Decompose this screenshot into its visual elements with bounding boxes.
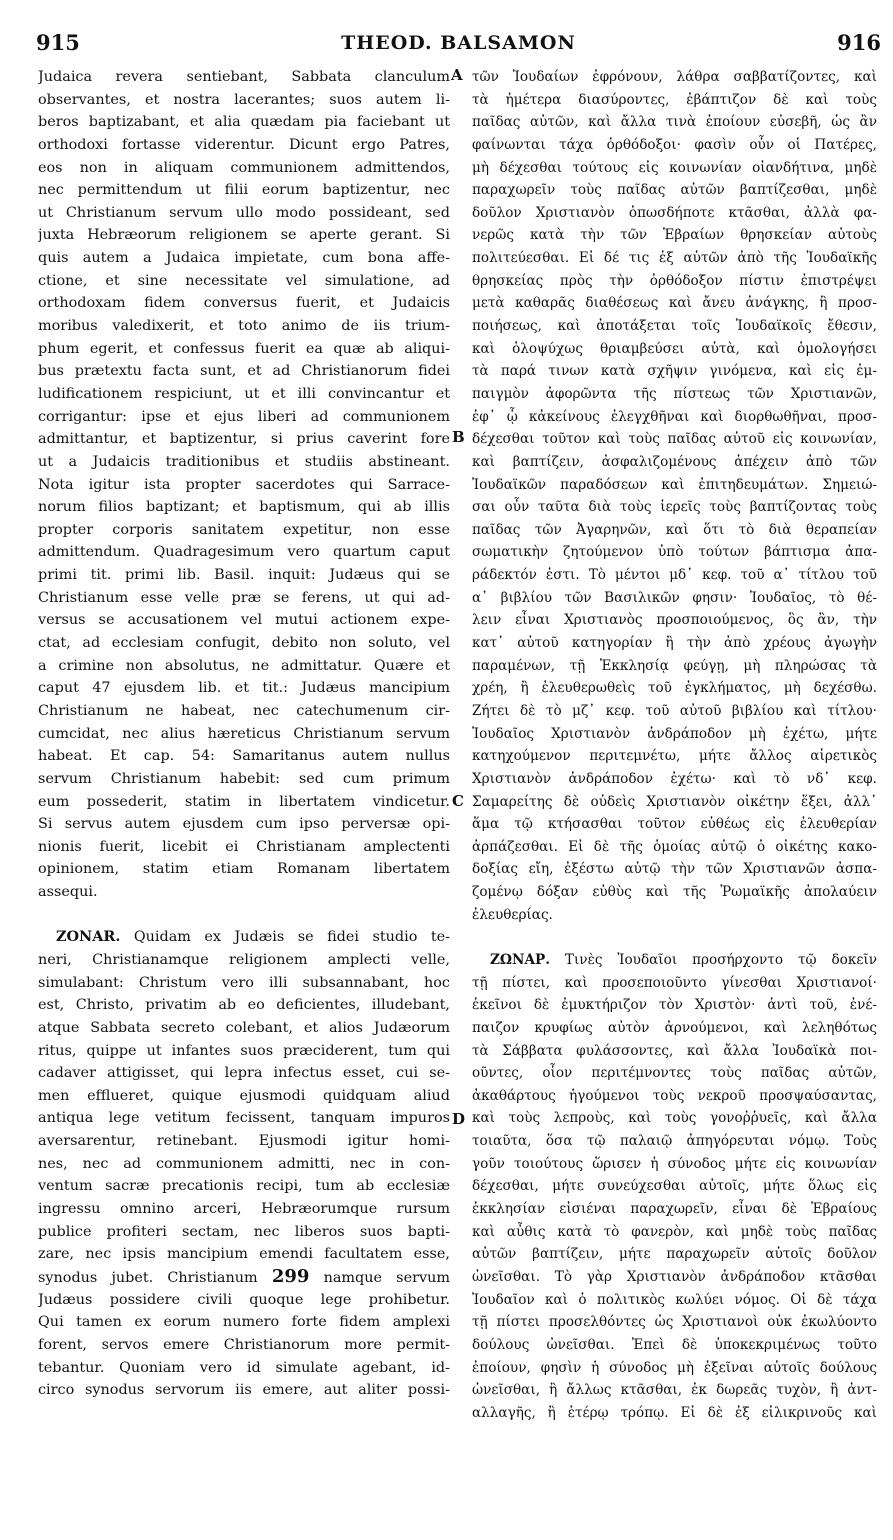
latin-text-line: eos non in aliquam communionem admittendos, [38,159,450,176]
greek-text-line: ἐποίουν, φησὶν ἡ σύνοδος μὴ ἐξεῖναι αὐτοῖς δούλους [472,1359,877,1376]
latin-text-line: neri, Christianamque religionem amplecti velle, [38,951,450,968]
running-title: THEOD. BALSAMON [341,32,576,54]
greek-text-line: Ἰουδαῖον καὶ ὁ πολιτικὸς κωλύει νόμος. Οἱ δὲ τάχα [472,1291,877,1308]
greek-text-line: λειν εἶναι Χριστιανὸς προσποιούμενος, ὃς ἂν, τὴν [472,612,877,629]
greek-text-line: κατ᾿ αὐτοῦ κατηγορίαν ἢ τὴν ἀπὸ χρέους ἀγωγὴν [472,635,877,652]
page-header [36,30,881,60]
greek-text-line: ἅμα τῷ κτήσασθαι τοῦτον εὐθέως εἰς ἐλευθερίαν [472,816,877,833]
margin-letter-b: B [452,428,465,446]
greek-text-line: παραχωρεῖν τοὺς παῖδας αὐτῶν βαπτίζεσθαι, μηδὲ [472,182,877,199]
greek-text-line: κατηχούμενον περιτεμνέτω, μήτε ἄλλος αἱρετικὸς [472,748,877,765]
latin-text-line: Christianum ne habeat, nec catechumenum cir- [38,702,450,719]
greek-text-line: Ἰουδαῖος Χριστιανὸν ἀνδράποδον μὴ ἐχέτω, μήτε [472,725,877,742]
latin-text-line: nionis fuerit, licebit ei Christianam amplectenti [38,838,450,855]
latin-text-line: opinionem, statim etiam Romanam libertatem [38,861,450,878]
latin-text-line: antiqua lege vetitum fecissent, tanquam impuros [38,1110,450,1127]
latin-text-line: Judæus possidere civili quoque lege prohibetur. [38,1291,450,1308]
greek-text-line: τὰ Σάββατα φυλάσσοντες, καὶ ἄλλα Ἰουδαϊκὰ ποι- [472,1042,877,1059]
latin-text-line: propter corporis sanitatem expetitur, non esse [38,521,450,538]
folio-number: 299 [271,1265,310,1287]
page-number-right: 916 [837,30,881,55]
latin-text-line: men efflueret, quique ejusmodi quidquam aliud [38,1087,450,1104]
greek-text-line: τῇ πίστει προσελθόντες ὡς Χριστιανοὶ οὐκ ἐκωλύοντο [472,1314,877,1331]
latin-paragraph-1 [38,66,450,904]
latin-text-line: versus se accusationem vel mutui actionem expe- [38,612,450,629]
latin-text-line: cumcidat, nec alius hæreticus Christianum servum [38,725,450,742]
latin-text-line: servum Christianum habebit: sed cum primum [38,770,450,787]
latin-text-line: nes, nec ad communionem admitti, nec in con- [38,1155,450,1172]
latin-text-line: ctat, ad ecclesiam confugit, debito non soluto, vel [38,635,450,652]
latin-text-line: ut Christianum servum ullo modo possideant, sed [38,204,450,221]
latin-text-line: ut a Judaicis traditionibus et studiis abstineant. [38,453,450,470]
latin-text-line: admittantur, et baptizentur, si prius caverint fore [38,431,450,448]
greek-text-line: ὠνεῖσθαι. Τὸ γὰρ Χριστιανὸν ἀνδράποδον κτᾶσθαι [472,1268,877,1285]
latin-zonar-first-text: Quidam ex Judæis se fidei studio te- [133,929,450,946]
greek-text-line: δοῦλον Χριστιανὸν ὁπωσδήποτε κτᾶσθαι, ἀλλὰ φα- [472,204,877,221]
greek-text-line: δέχεσθαι, μήτε συνεύχεσθαι αὐτοῖς, μήτε ὅλως εἰς [472,1178,877,1195]
latin-text-line: orthodoxi fortasse viderentur. Dicunt ergo Patres, [38,136,450,153]
margin-letter-c: C [452,792,464,810]
greek-text-line: παιζον κρυφίως αὐτὸν ἀρνούμενοι, καὶ λεληθότως [472,1019,877,1036]
greek-text-line: ἀκαθάρτους ἡγούμενοι τοὺς νεκροῦ προσψαύσαντας, [472,1087,877,1104]
latin-text-line: habeat. Et cap. 54: Samaritanus autem nullus [38,748,450,765]
greek-paragraph-1 [472,66,877,926]
latin-text-line: tebantur. Quoniam vero id simulate agebant, id- [38,1359,450,1376]
latin-text-line: ritus, quippe ut infantes suos præciderent, tum qui [38,1042,450,1059]
latin-zonar-label: ZONAR. [56,928,121,946]
greek-text-line: σαι οὖν ταῦτα διὰ τοὺς ἱερεῖς τοὺς βαπτίζοντας τοὺς [472,499,877,516]
greek-text-line: ἐκκλησίαν εἰσιέναι παραχωρεῖν, εἶναι δὲ Ἑβραίους [472,1201,877,1218]
latin-text-line: orthodoxam fidem conversus fuerit, et Judaicis [38,295,450,312]
latin-text-line: moribus valedixerit, et toto animo de iis trium- [38,318,450,335]
greek-text-line: ἁρπάζεσθαι. Εἰ δὲ τῆς ὁμοίας αὐτῷ ὁ οἰκέτης κακο- [472,838,877,855]
greek-text-line: τῇ πίστει, καὶ προσεποιοῦντο γίνεσθαι Χριστιανοί· [472,974,877,991]
latin-text-line: Si servus autem ejusdem cum ipso perversæ opi- [38,816,450,833]
greek-text-line: ποιήσεως, καὶ ἀποτάξεται τοῖς Ἰουδαϊκοῖς ἔθεσιν, [472,318,877,335]
greek-text-line: δέχεσθαι τοῦτον καὶ τοὺς παῖδας αὐτοῦ εἰς κοινωνίαν, [472,431,877,448]
greek-text-line: τοιαῦτα, ὅσα τῷ παλαιῷ ἀπηγόρευται νόμῳ. Τοὺς [472,1133,877,1150]
greek-text-line: αλλαγῆς, ἢ ἑτέρῳ τρόπῳ. Εἰ δὲ ἐξ εἰλικρινοῦς καὶ [472,1404,877,1421]
greek-text-line: νερῶς κατὰ τὴν τῶν Ἑβραίων θρησκείαν αὐτοὺς [472,227,877,244]
greek-zonar-first-line [472,949,877,972]
greek-text-line: δούλους ὠνεῖσθαι. Ἐπεὶ δὲ ὑποκεκριμένως τοῦτο [472,1336,877,1353]
greek-text-line: ἐκεῖνοι δὲ ἐμυκτήριζον τὸν Χριστὸν· ἀντὶ τοῦ, ἐνέ- [472,997,877,1014]
latin-text-line: Nota igitur ista propter sacerdotes qui Sarrace- [38,476,450,493]
greek-text-line: καὶ βαπτίζειν, ἀσφαλιζομένους ἀπέχειν ἀπὸ τῶν [472,453,877,470]
latin-text-line: eum possederit, statim in libertatem vindicetur. [38,793,450,810]
latin-text-line: ventum sacræ precationis recipi, tum ab ecclesiæ [38,1178,450,1195]
greek-zonar-label: ΖΩΝΑΡ. [490,951,550,968]
greek-text-line: ἐφ᾿ ᾧ κἀκείνους ἐλεγχθῆναι καὶ διορθωθῆναι, προσ- [472,408,877,425]
latin-text-line: admittendum. Quadragesimum vero quartum caput [38,544,450,561]
greek-text-line: οῦντες, οἷον περιτέμνοντες τοὺς παῖδας αὐτῶν, [472,1065,877,1082]
greek-text-line: Ζήτει δὲ τὸ μζ᾿ κεφ. τοῦ αὐτοῦ βιβλίου καὶ τίτλου· [472,702,877,719]
latin-text-line: ludificationem respiciunt, ut et illi convincantur et [38,385,450,402]
latin-text-line: assequi. [38,884,98,901]
latin-paragraph-2 [38,949,450,1266]
greek-text-line: τὰ παρά τινων κατὰ σχῆψιν γινόμενα, καὶ εἰς ἐμ- [472,363,877,380]
greek-text-line: Χριστιανὸν ἀνδράποδον ἐχέτω· καὶ τὸ νδ᾿ κεφ. [472,770,877,787]
greek-text-line: χρέη, ἢ ἐλευθερωθεὶς τοῦ ἐγκλήματος, μὴ δεχέσθω. [472,680,877,697]
greek-text-line: μὴ δέχεσθαι τούτους εἰς κοινωνίαν οἱανδήτινα, μηδὲ [472,159,877,176]
greek-text-line: ἐλευθερίας. [472,906,553,923]
latin-text-line: bus prætextu facta sunt, et ad Christianorum fidei [38,363,450,380]
greek-text-line: τῶν Ἰουδαίων ἐφρόνουν, λάθρα σαββατίζοντες, καὶ [472,69,877,85]
greek-text-line: καὶ τοὺς λεπροὺς, καὶ τοὺς γονοῤῥυεῖς, καὶ ἄλλα [472,1110,877,1127]
greek-paragraph-2 [472,972,877,1425]
latin-text-line: quis autem a Judaica impietate, cum bona affe- [38,250,450,267]
greek-text-line: α᾿ βιβλίου τῶν Βασιλικῶν φησιν· Ἰουδαῖος, τὸ θέ- [472,589,877,606]
latin-text-line: est, Christo, privatim ab eo deficientes, illudebant, [38,997,450,1014]
latin-text-line: phum egerit, et confessus fuerit ea quæ ab aliqui- [38,340,450,357]
margin-letter-a: A [451,66,463,84]
latin-text-line: Qui tamen ex eorum numero forte fidem amplexi [38,1314,450,1331]
greek-text-line: θρησκείας πρὸς τὴν ὀρθόδοξον πίστιν ἐπιστρέψει [472,272,877,289]
greek-text-line: Ἰουδαϊκῶν παραδόσεων καὶ ἐπιτηδευμάτων. Σημειώ- [472,476,877,493]
latin-text-line: ingressu omnino arceri, Hebræorumque rursum [38,1201,450,1218]
latin-text-line: Judaica revera sentiebant, Sabbata clanculum [38,69,450,85]
greek-text-line: γοῦν τοιούτους ὥρισεν ἡ σύνοδος μήτε εἰς κοινωνίαν [472,1155,877,1172]
latin-text-line: circo synodus servorum iis emere, aut aliter possi- [38,1382,450,1399]
latin-text-line: observantes, et nostra lacerantes; suos autem li- [38,91,450,108]
latin-folio-line: synodus jubet. Christianum 299 namque servum [38,1265,450,1287]
latin-text-line: ctione, et sine necessitate vel simulatione, ad [38,272,450,289]
greek-text-line: αὐτῶν βαπτίζειν, μήτε παραχωρεῖν αὐτοῖς δοῦλον [472,1246,877,1263]
latin-text-line: caput 47 ejusdem lib. et tit.: Judæus mancipium [38,680,450,697]
greek-text-line: Σαμαρείτης δὲ οὐδεὶς Χριστιανὸν οἰκέτην ἕξει, ἀλλ᾿ [472,793,877,810]
latin-text-line: norum filios baptizant; et baptismum, qui ab illis [38,499,450,516]
latin-text-line: zare, nec ipsis mancipium emendi facultatem esse, [38,1246,450,1263]
margin-letter-d: D [452,1110,466,1128]
greek-text-line: μετὰ καθαρᾶς διαθέσεως καὶ ἄνευ ἀνάγκης, ἢ προσ- [472,295,877,312]
greek-column [472,66,877,1424]
greek-text-line: δοξίας εἴη, ἐξέστω αὐτῷ τὴν τῶν Χριστιανῶν ἀσπα- [472,861,877,878]
latin-text-line: nec permittendum ut filii eorum baptizentur, nec [38,182,450,199]
greek-text-line: παραμένων, τῇ Ἐκκλησίᾳ φεύγῃ, μὴ πληρώσας τὰ [472,657,877,674]
greek-text-line: παῖδας αὐτῶν, καὶ ἄλλα τινὰ ἐποίουν εὐσεβῆ, ὡς ἂν [472,114,877,131]
latin-text-line: a crimine non absolutus, ne admittatur. Quære et [38,657,450,674]
greek-text-line: φαίνωνται τάχα ὀρθόδοξοι· φασὶν οὖν οἱ Πατέρες, [472,136,877,153]
greek-text-line: ράδεκτόν ἐστι. Τὸ μέντοι μδ᾿ κεφ. τοῦ α᾿ τίτλου τοῦ [472,567,877,584]
greek-text-line: παιγμὸν ἀφορῶντα τῆς πίστεως τῶν Χριστιανῶν, [472,385,877,402]
latin-text-line: simulabant: Christum vero illi subsannabant, hoc [38,974,450,991]
latin-text-line: aversarentur, retinebant. Ejusmodi igitur homi- [38,1133,450,1150]
latin-text-line: juxta Hebræorum religionem se aperte gerant. Si [38,227,450,244]
latin-text-line: Christianum esse velle præ se ferens, ut qui ad- [38,589,450,606]
greek-text-line: πολιτεύεσθαι. Εἰ δέ τις ἐξ αὐτῶν ἀπὸ τῆς Ἰουδαϊκῆς [472,250,877,267]
latin-zonar-first-line [38,926,450,949]
latin-text-line: publice profiteri sectam, nec liberos suos bapti- [38,1223,450,1240]
greek-text-line: καὶ ὁλοψύχως θριαμβεύσει αὐτὰ, καὶ ὁμολογήσει [472,340,877,357]
latin-text-line: atque Sabbata secreto colebant, et alios Judæorum [38,1019,450,1036]
latin-text-line: beros baptizabant, et alia quædam pia faciebant ut [38,114,450,131]
latin-text-line: forent, servos emere Christianorum more permit- [38,1336,450,1353]
greek-text-line: τὰ ἡμέτερα διασύροντες, ἐβάπτιζον δὲ καὶ τοὺς [472,91,877,108]
greek-zonar-first-text: Τινὲς Ἰουδαῖοι προσήρχοντο τῷ δοκεῖν [564,951,877,968]
greek-text-line: παῖδας τῶν Ἀγαρηνῶν, καὶ ὅτι τὸ διὰ θεραπείαν [472,521,877,538]
latin-text-line: corrigantur: ipse et ejus liberi ad communionem [38,408,450,425]
latin-text-line: primi tit. primi lib. Basil. inquit: Judæus qui se [38,567,450,584]
latin-paragraph-3 [38,1289,450,1402]
greek-text-line: ὠνεῖσθαι, ἢ ἄλλως κτᾶσθαι, ἐκ δωρεᾶς τυχὸν, ἢ ἀντ- [472,1382,877,1399]
greek-text-line: ζομένῳ δόξαν εὐθὺς καὶ τῆς Ῥωμαϊκῆς ἀπολαύειν [472,884,877,901]
greek-text-line: σωματικὴν ζητούμενον ὑπὸ τούτων βάπτισμα ἀπα- [472,544,877,561]
page-number-left: 915 [36,30,80,55]
greek-text-line: καὶ αὖθις κατὰ τὸ φανερὸν, καὶ μηδὲ τοὺς παῖδας [472,1223,877,1240]
latin-column [38,66,450,1402]
latin-text-line: cadaver attigisset, qui lepra infectus esset, cui se- [38,1065,450,1082]
